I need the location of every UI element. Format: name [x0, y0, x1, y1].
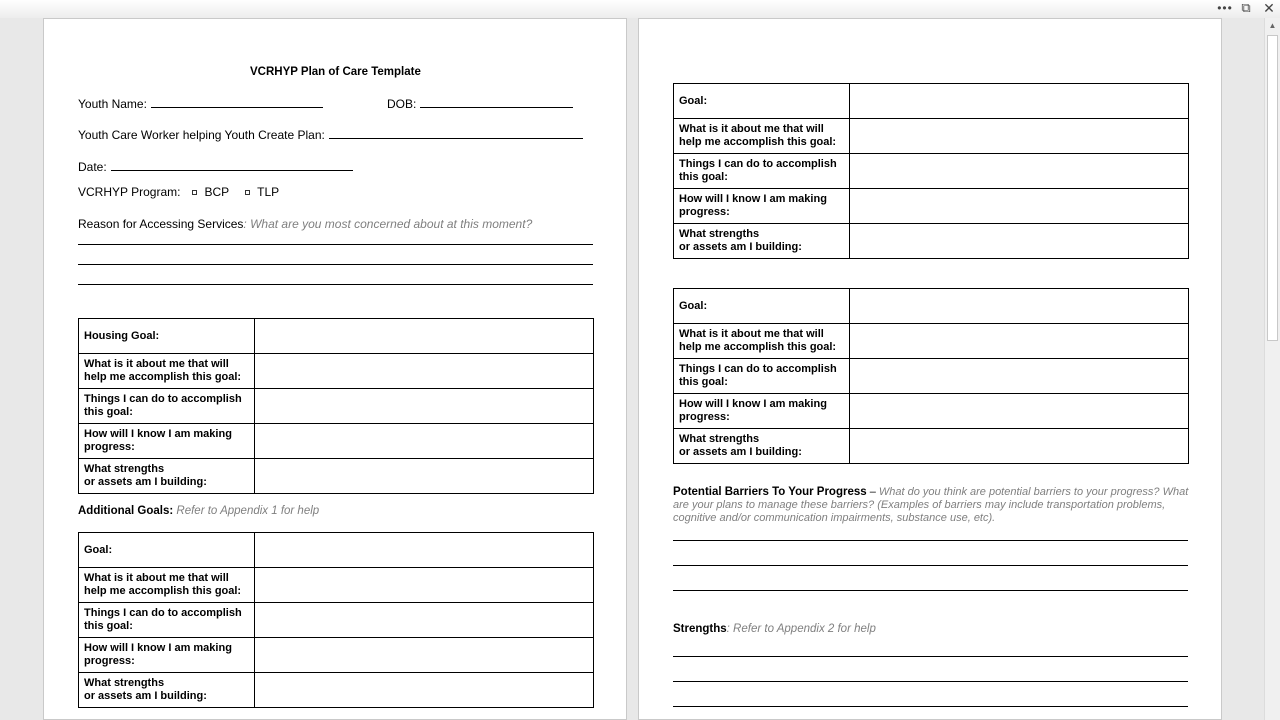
table-row: [79, 389, 594, 424]
scrollbar-thumb[interactable]: [1267, 35, 1278, 341]
table-row: [674, 84, 1189, 119]
things-cell[interactable]: [255, 603, 594, 638]
table-row: [79, 533, 594, 568]
program-label: VCRHYP Program:: [78, 185, 181, 199]
strengths-line-3[interactable]: [673, 706, 1188, 707]
goal-label: Goal:: [79, 533, 255, 568]
program-field: [78, 185, 279, 199]
additional-goal-table-2: [673, 83, 1189, 259]
housing-about-me-cell[interactable]: [255, 354, 594, 389]
progress-cell[interactable]: [850, 394, 1189, 429]
reason-line-1[interactable]: [78, 244, 593, 245]
about-me-cell[interactable]: [255, 568, 594, 603]
table-row: [674, 224, 1189, 259]
date-line[interactable]: [111, 160, 353, 171]
checkbox-bcp[interactable]: [192, 190, 197, 195]
about-me-cell[interactable]: [850, 119, 1189, 154]
document-title: VCRHYP Plan of Care Template: [250, 66, 421, 78]
housing-assets-label: What strengths or assets am I building:: [79, 459, 255, 494]
dob-field[interactable]: [387, 97, 573, 111]
goal-label: Goal:: [674, 289, 850, 324]
strengths-hint: : Refer to Appendix 2 for help: [726, 623, 876, 635]
things-cell[interactable]: [850, 359, 1189, 394]
program-option-bcp: BCP: [204, 185, 230, 199]
things-cell[interactable]: [850, 154, 1189, 189]
checkbox-tlp[interactable]: [245, 190, 250, 195]
things-label: Things I can do to accomplish this goal:: [79, 603, 255, 638]
table-row: [79, 638, 594, 673]
strengths-line-2[interactable]: [673, 681, 1188, 682]
housing-strength-about-me-label: What is it about me that will help me accomplish this goal:: [79, 354, 255, 389]
progress-label: How will I know I am making progress:: [674, 394, 850, 429]
about-me-label: What is it about me that will help me accomplish this goal:: [79, 568, 255, 603]
reason-field: [78, 217, 532, 231]
about-me-label: What is it about me that will help me accomplish this goal:: [674, 119, 850, 154]
progress-label: How will I know I am making progress:: [79, 638, 255, 673]
barriers-section: [673, 486, 1189, 525]
additional-goals-heading: [78, 505, 319, 517]
document-page-2: [638, 18, 1222, 720]
additional-goal-table-1: [78, 532, 594, 708]
vertical-scrollbar[interactable]: [1264, 18, 1280, 720]
assets-cell[interactable]: [850, 224, 1189, 259]
strengths-line-1[interactable]: [673, 656, 1188, 657]
progress-cell[interactable]: [255, 638, 594, 673]
assets-label: What strengths or assets am I building:: [674, 224, 850, 259]
barriers-line-1[interactable]: [673, 540, 1188, 541]
document-page-1: [43, 18, 627, 720]
table-row: [674, 189, 1189, 224]
additional-goal-table-3: [673, 288, 1189, 464]
table-row: [674, 429, 1189, 464]
reason-line-2[interactable]: [78, 264, 593, 265]
window-titlebar: [0, 0, 1280, 18]
goal-cell[interactable]: [850, 289, 1189, 324]
barriers-line-2[interactable]: [673, 565, 1188, 566]
housing-progress-cell[interactable]: [255, 424, 594, 459]
table-row: [79, 459, 594, 494]
worker-field[interactable]: [78, 128, 583, 142]
table-row: [674, 119, 1189, 154]
table-row: [674, 359, 1189, 394]
housing-things-label: Things I can do to accomplish this goal:: [79, 389, 255, 424]
table-row: [674, 154, 1189, 189]
reason-line-3[interactable]: [78, 284, 593, 285]
barriers-hint: What do you think are potential barriers to your progress? What are your plans to manage these barriers? (Examples of barriers may include transportation problems, cognitive and/or communication impairments, substance use, etc).: [673, 486, 1189, 524]
table-row: [79, 354, 594, 389]
program-option-tlp: TLP: [257, 185, 280, 199]
table-row: [79, 319, 594, 354]
date-label: Date:: [78, 160, 107, 174]
housing-goal-cell[interactable]: [255, 319, 594, 354]
youth-name-label: Youth Name:: [78, 97, 147, 111]
housing-progress-label: How will I know I am making progress:: [79, 424, 255, 459]
restore-window-icon[interactable]: ⧉: [1241, 0, 1251, 15]
assets-cell[interactable]: [850, 429, 1189, 464]
youth-name-field[interactable]: [78, 97, 323, 111]
scroll-up-arrow-icon[interactable]: ▲: [1268, 21, 1277, 30]
barriers-label: Potential Barriers To Your Progress: [673, 486, 867, 498]
barriers-dash: –: [866, 486, 879, 498]
housing-assets-cell[interactable]: [255, 459, 594, 494]
additional-goals-label: Additional Goals:: [78, 505, 174, 517]
housing-goal-label: Housing Goal:: [79, 319, 255, 354]
assets-label: What strengths or assets am I building:: [79, 673, 255, 708]
things-label: Things I can do to accomplish this goal:: [674, 154, 850, 189]
table-row: [674, 394, 1189, 429]
progress-label: How will I know I am making progress:: [674, 189, 850, 224]
about-me-label: What is it about me that will help me accomplish this goal:: [674, 324, 850, 359]
reason-hint: : What are you most concerned about at this moment?: [243, 217, 533, 231]
dob-line[interactable]: [420, 97, 573, 108]
worker-label: Youth Care Worker helping Youth Create Plan:: [78, 128, 325, 142]
youth-name-line[interactable]: [151, 97, 323, 108]
assets-cell[interactable]: [255, 673, 594, 708]
additional-goals-hint: Refer to Appendix 1 for help: [176, 505, 320, 517]
close-window-icon[interactable]: ✕: [1263, 0, 1275, 16]
worker-line[interactable]: [329, 128, 583, 139]
strengths-label: Strengths: [673, 623, 727, 635]
goal-cell[interactable]: [255, 533, 594, 568]
barriers-line-3[interactable]: [673, 590, 1188, 591]
date-field[interactable]: [78, 160, 353, 174]
table-row: [79, 424, 594, 459]
assets-label: What strengths or assets am I building:: [674, 429, 850, 464]
table-row: [79, 568, 594, 603]
table-row: [79, 603, 594, 638]
progress-cell[interactable]: [850, 189, 1189, 224]
table-row: [674, 324, 1189, 359]
about-me-cell[interactable]: [850, 324, 1189, 359]
dob-label: DOB:: [387, 97, 417, 111]
table-row: [674, 289, 1189, 324]
goal-label: Goal:: [674, 84, 850, 119]
more-options-icon[interactable]: •••: [1217, 1, 1233, 15]
housing-goal-table: [78, 318, 594, 494]
table-row: [79, 673, 594, 708]
reason-label: Reason for Accessing Services: [78, 217, 244, 231]
housing-things-cell[interactable]: [255, 389, 594, 424]
strengths-heading: [673, 623, 876, 635]
things-label: Things I can do to accomplish this goal:: [674, 359, 850, 394]
goal-cell[interactable]: [850, 84, 1189, 119]
